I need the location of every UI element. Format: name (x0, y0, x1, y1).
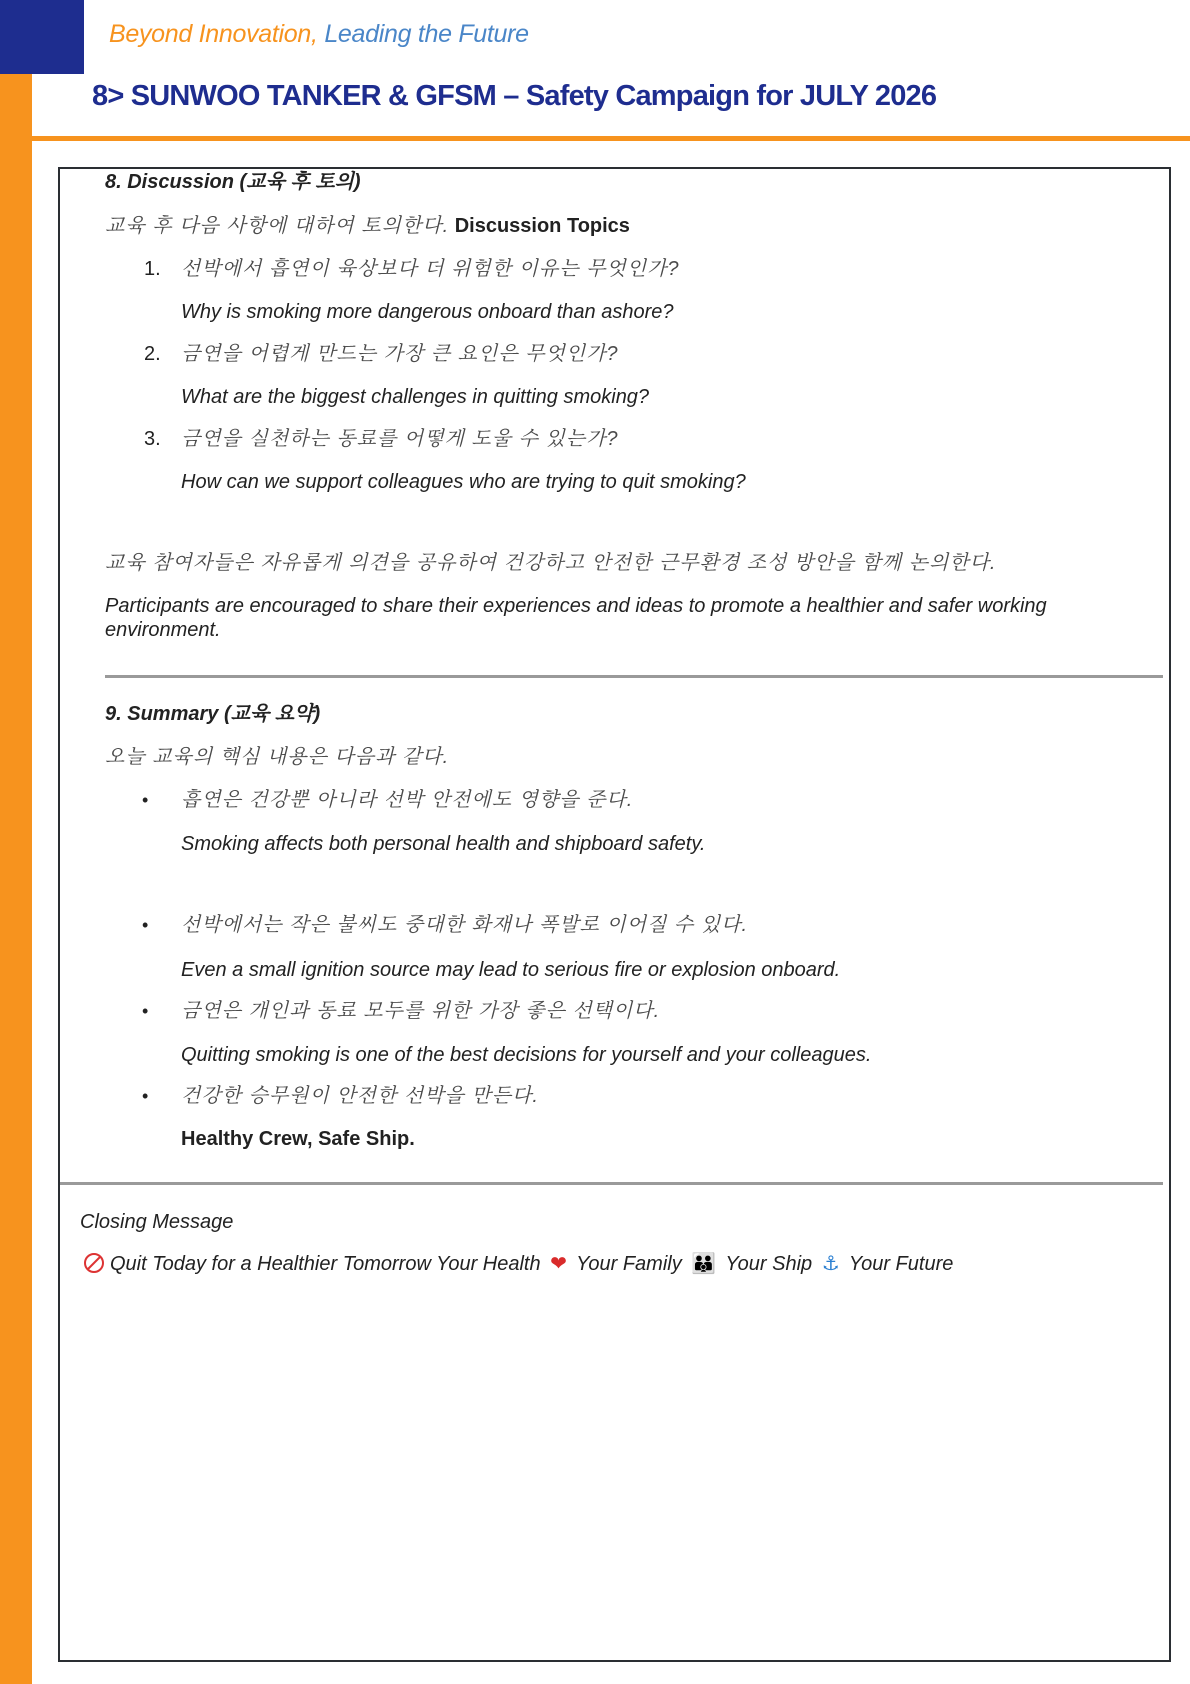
closing-message (84, 1252, 953, 1276)
left-accent-bar (0, 74, 32, 1684)
header-divider (32, 136, 1190, 141)
summary-item-en: Smoking affects both personal health and shipboard safety. (181, 833, 706, 855)
bullet-dot: • (142, 1086, 149, 1106)
bullet-dot: • (142, 915, 149, 935)
no-smoking-icon (84, 1253, 104, 1273)
summary-item-en: Even a small ignition source may lead to serious fire or explosion onboard. (181, 959, 841, 981)
tagline-part2: Leading the Future (324, 20, 529, 48)
discussion-intro (105, 214, 630, 238)
summary-item-ko: 선박에서는 작은 불씨도 중대한 화재나 폭발로 이어질 수 있다. (181, 914, 749, 936)
discussion-closing-ko: 교육 참여자들은 자유롭게 의견을 공유하여 건강하고 안전한 근무환경 조성 방안을 함께 논의한다. (105, 552, 997, 574)
bullet-dot: • (142, 790, 149, 810)
discussion-closing-en-line2: environment. (105, 619, 221, 641)
heart-icon: ❤ (550, 1253, 567, 1275)
topic-ko: 금연을 실천하는 동료를 어떻게 도울 수 있는가? (181, 428, 619, 450)
topic-number: 2. (144, 343, 161, 365)
closing-msg-part1: Quit Today for a Healthier Tomorrow Your Health (110, 1253, 541, 1275)
summary-intro: 오늘 교육의 핵심 내용은 다음과 같다. (105, 746, 450, 768)
section-divider (60, 1182, 1163, 1185)
header-corner-block (0, 0, 84, 74)
bullet-dot: • (142, 1001, 149, 1021)
discussion-intro-ko: 교육 후 다음 사항에 대하여 토의한다. (105, 215, 450, 237)
discussion-closing-en-line1: Participants are encouraged to share their experiences and ideas to promote a healthier and safer working (105, 595, 1047, 617)
anchor-icon: ⚓ (821, 1253, 840, 1275)
tagline-part1: Beyond Innovation, (109, 20, 318, 48)
page-title: 8> SUNWOO TANKER & GFSM – Safety Campaign for JULY 2026 (92, 80, 937, 112)
closing-msg-part3: Your Ship (725, 1253, 813, 1275)
topic-en: What are the biggest challenges in quitting smoking? (181, 386, 650, 408)
closing-msg-part2: Your Family (576, 1253, 682, 1275)
summary-heading: 9. Summary (교육 요약) (105, 703, 321, 725)
closing-msg-part4: Your Future (848, 1253, 954, 1275)
summary-item-ko: 흡연은 건강뿐 아니라 선박 안전에도 영향을 준다. (181, 789, 634, 811)
family-icon: 👪 (691, 1253, 717, 1275)
topic-ko: 금연을 어렵게 만드는 가장 큰 요인은 무엇인가? (181, 343, 619, 365)
summary-item-en: Healthy Crew, Safe Ship. (181, 1128, 415, 1150)
topic-en: Why is smoking more dangerous onboard than ashore? (181, 301, 674, 323)
topic-ko: 선박에서 흡연이 육상보다 더 위험한 이유는 무엇인가? (181, 258, 680, 280)
summary-item-en: Quitting smoking is one of the best decisions for yourself and your colleagues. (181, 1044, 872, 1066)
topic-number: 3. (144, 428, 161, 450)
topic-number: 1. (144, 258, 161, 280)
topic-en: How can we support colleagues who are trying to quit smoking? (181, 471, 746, 493)
discussion-heading: 8. Discussion (교육 후 토의) (105, 171, 361, 193)
section-divider (105, 675, 1163, 678)
closing-label: Closing Message (80, 1211, 234, 1233)
tagline (109, 20, 529, 49)
summary-item-ko: 건강한 승무원이 안전한 선박을 만든다. (181, 1085, 539, 1107)
discussion-topics-label: Discussion Topics (454, 215, 630, 237)
summary-item-ko: 금연은 개인과 동료 모두를 위한 가장 좋은 선택이다. (181, 1000, 661, 1022)
